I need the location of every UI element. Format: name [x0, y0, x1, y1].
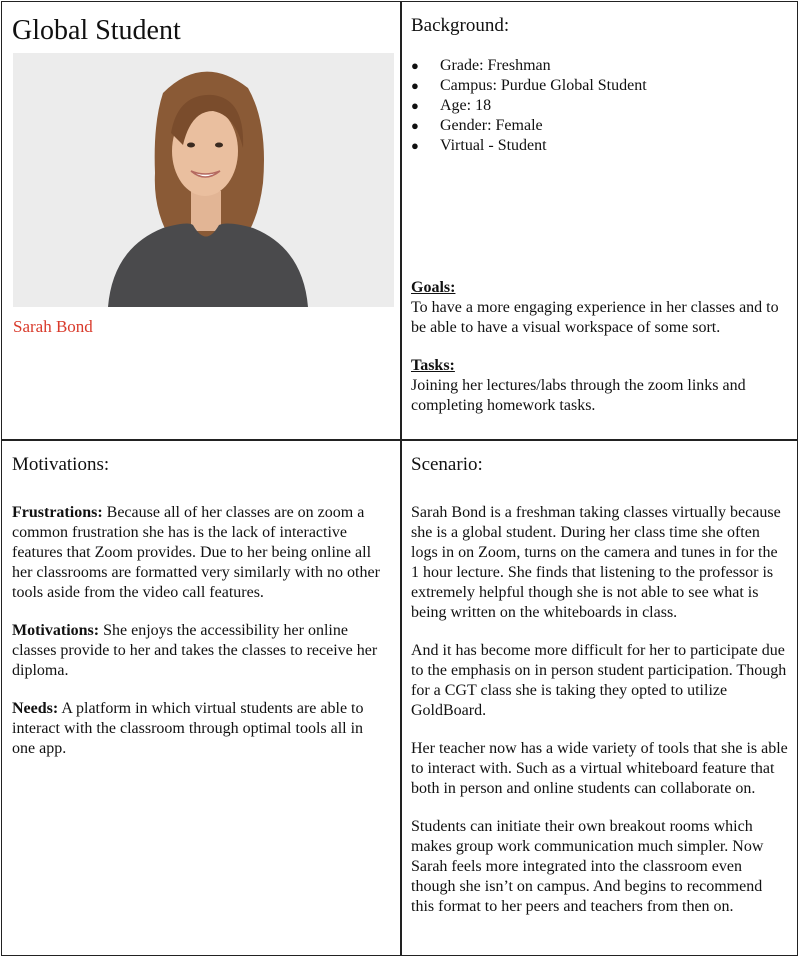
scenario-heading: Scenario: [411, 454, 483, 475]
tasks-label: Tasks: [411, 357, 455, 374]
frustrations-paragraph [12, 503, 390, 603]
tasks-text: Joining her lectures/labs through the zoom links and completing homework tasks. [411, 377, 746, 414]
persona-portrait-image [13, 53, 394, 307]
motivations-label: Motivations: [12, 622, 100, 639]
scenario-cell [402, 441, 798, 955]
persona-title: Global Student [12, 15, 181, 46]
scenario-paragraph: And it has become more difficult for her to participate due to the emphasis on in person student participation. Though for a CGT class she is taking they opted to utilize GoldBoard. [411, 642, 787, 719]
needs-label: Needs: [12, 700, 59, 717]
scenario-paragraph: Her teacher now has a wide variety of tools that she is able to interact with. Such as a virtual whiteboard feature that both in person and online students can collaborate on. [411, 740, 788, 797]
scenario-paragraph: Students can initiate their own breakout rooms which makes group work communication much simpler. Now Sarah feels more integrated into the classroom even though she isn’t on campus. And begins to recommend this format to her peers and teachers from then on. [411, 818, 764, 915]
frustrations-label: Frustrations: [12, 504, 103, 521]
scenario-paragraph: Sarah Bond is a freshman taking classes virtually because she is a global student. During her class time she often logs in on Zoom, turns on the camera and tunes in for the 1 hour lecture. She finds that listening to the professor is extremely helpful though she is not able to see what is being written on the whiteboards in class. [411, 504, 781, 621]
background-heading: Background: [411, 15, 510, 36]
motivations-paragraph [12, 621, 390, 681]
list-item: ● Age: 18 [411, 96, 789, 116]
frustrations-text: Because all of her classes are on zoom a common frustration she has is the lack of interactive features that Zoom provides. Due to her being online all her classrooms are formatted very similarly with no other tools aside from the video call features. [12, 504, 380, 601]
background-list [411, 56, 789, 156]
motivations-heading: Motivations: [12, 454, 110, 475]
persona-photo [13, 53, 394, 307]
persona-cell [2, 2, 400, 439]
motivations-cell [2, 441, 400, 955]
motivations-text: She enjoys the accessibility her online classes provide to her and takes the classes to receive her diploma. [12, 622, 378, 679]
goals-text: To have a more engaging experience in her classes and to be able to have a visual workspace of some sort. [411, 299, 779, 336]
persona-table [1, 1, 798, 956]
needs-text: A platform in which virtual students are able to interact with the classroom through optimal tools all in one app. [12, 700, 364, 757]
goals-tasks-block [411, 278, 789, 416]
goals-label: Goals: [411, 279, 456, 296]
background-cell [402, 2, 798, 439]
list-item: ● Virtual - Student [411, 136, 789, 156]
needs-paragraph [12, 699, 390, 759]
list-item: ● Campus: Purdue Global Student [411, 76, 789, 96]
persona-name: Sarah Bond [13, 317, 93, 336]
list-item: ● Grade: Freshman [411, 56, 789, 76]
list-item: ● Gender: Female [411, 116, 789, 136]
